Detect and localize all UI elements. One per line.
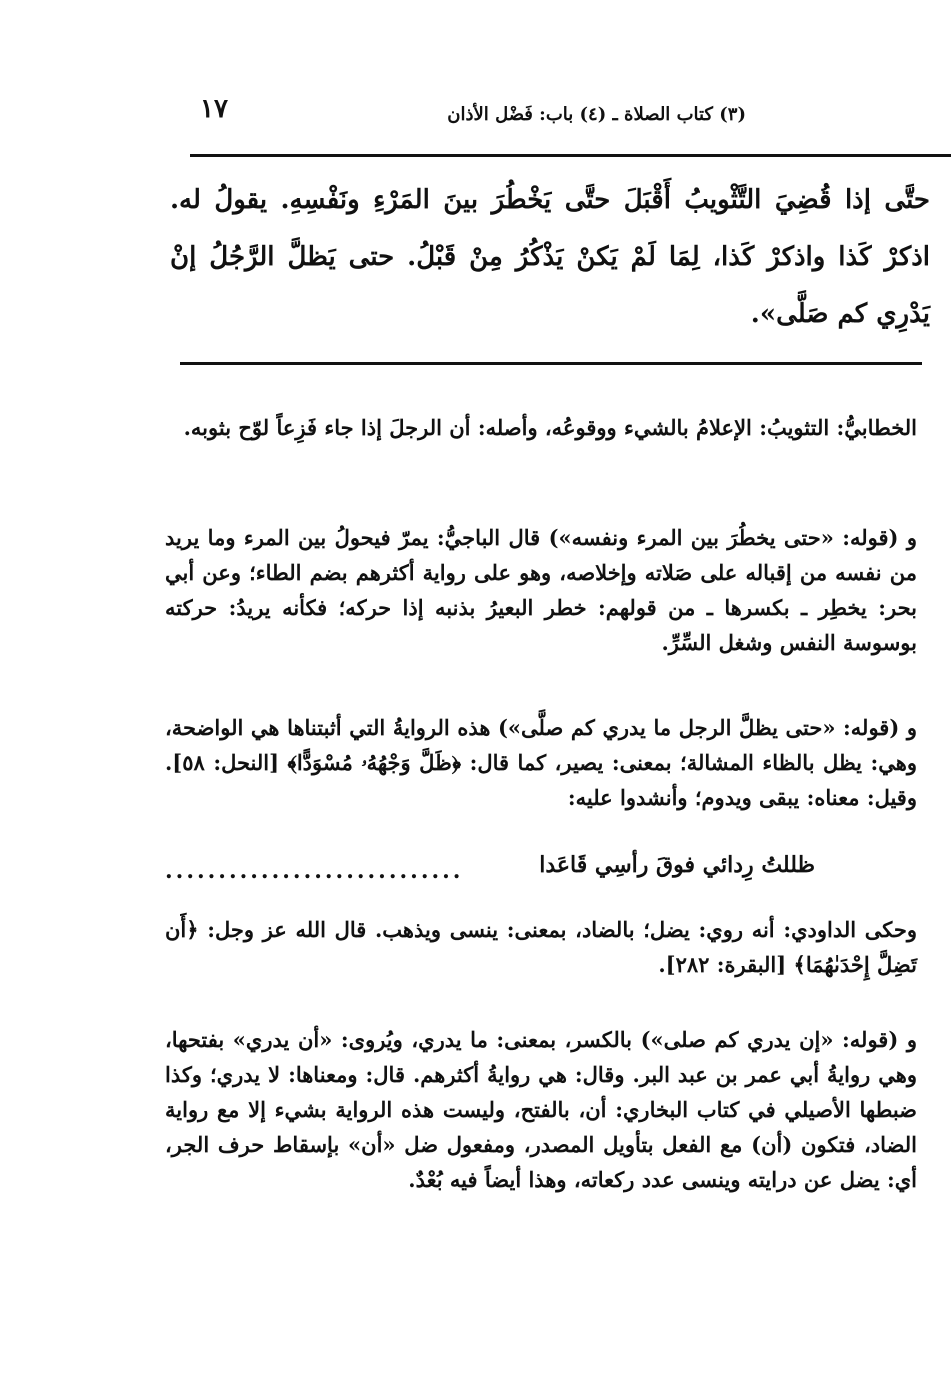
commentary-paragraph-2 xyxy=(165,520,917,660)
poetry-verse xyxy=(165,852,925,892)
page-header xyxy=(190,92,951,132)
page-number: ١٧ xyxy=(200,94,228,124)
section-divider xyxy=(180,362,922,365)
header-divider xyxy=(190,154,951,157)
paragraph-text: وحكى الداودي: أنه روي: يضل؛ بالضاد، بمعنى: ينسى ويذهب. قال الله عز وجل: ﴿أَن تَضِلَّ إِحْدَىٰهُمَا﴾ [البقرة: ٢٨٢]. xyxy=(165,917,917,977)
paragraph-text: و (قوله: «إن يدري كم صلى») بالكسر، بمعنى: ما يدري، ويُروى: «أن يدري» بفتحها، وهي روايةُ أبي عمر بن عبد البر. وقال: هي روايةُ أكثرهم. قال: ومعناها: لا يدري؛ وكذا ضبطها الأصيلي في كتاب البخاري: أن، بالفتح، وليست هذه الرواية بشيء إلا مع رواية الضاد، فتكون (أن) مع الفعل بتأويل المصدر، ومفعول ضل «أن» بإسقاط حرف الجر، أي: يضل عن درايته وينسى عدد ركعاته، وهذا أيضاً فيه بُعْدٌ. xyxy=(165,1027,917,1192)
hadith-text: حتَّى إذا قُضِيَ التَّثْويبُ أَقْبَلَ حتَّى يَخْطُرَ بينَ المَرْءِ ونَفْسِهِ. يقولُ له. اذكرْ كَذا واذكرْ كَذا، لِمَا لَمْ يَكنْ يَذْكُرُ مِنْ قَبْلُ. حتى يَظلَّ الرَّجُلُ إنْ يَدْرِي كم صَلَّى». xyxy=(170,185,930,329)
commentary-paragraph-3 xyxy=(165,710,917,815)
paragraph-text: الخطابيُّ: التثويبُ: الإعلامُ بالشيء ووقوعُه، وأصله: أن الرجلَ إذا جاء فَزِعاً لوّح بثوبه. xyxy=(183,415,917,440)
running-title: (٣) كتاب الصلاة ـ (٤) باب: فَضْل الأذان xyxy=(447,104,746,125)
commentary-paragraph-4 xyxy=(165,912,917,982)
paragraph-text: و (قوله: «حتى يظلَّ الرجل ما يدري كم صلَّى») هذه الروايةُ التي أثبتناها هي الواضحة، وهي: يظل بالظاء المشالة؛ بمعنى: يصير، كما قال: ﴿ظَلَّ وَجْهُهُۥ مُسْوَدًّا﴾ [النحل: ٥٨]. وقيل: معناه: يبقى ويدوم؛ وأنشدوا عليه: xyxy=(165,715,917,810)
commentary-paragraph-5 xyxy=(165,1022,917,1197)
paragraph-text: و (قوله: «حتى يخطُرَ بين المرء ونفسه») قال الباجيُّ: يمرّ فيحولُ بين المرء وما يريد من نفسه من إقباله على صَلاته وإخلاصه، وهو على رواية أكثرهم بضم الطاء؛ وعن أبي بحر: يخطِر ـ بكسرها ـ من قولهم: خطر البعيرُ بذنبه إذا حركه؛ فكأنه يريدُ: حركته بوسوسة النفس وشغل السِّرِّ. xyxy=(165,525,917,655)
commentary-paragraph-1 xyxy=(165,410,917,445)
verse-ellipsis: ............................ xyxy=(165,858,464,884)
verse-hemistich: ظللتُ رِدائي فوقَ رأسِي قَاعَدا xyxy=(539,852,815,878)
